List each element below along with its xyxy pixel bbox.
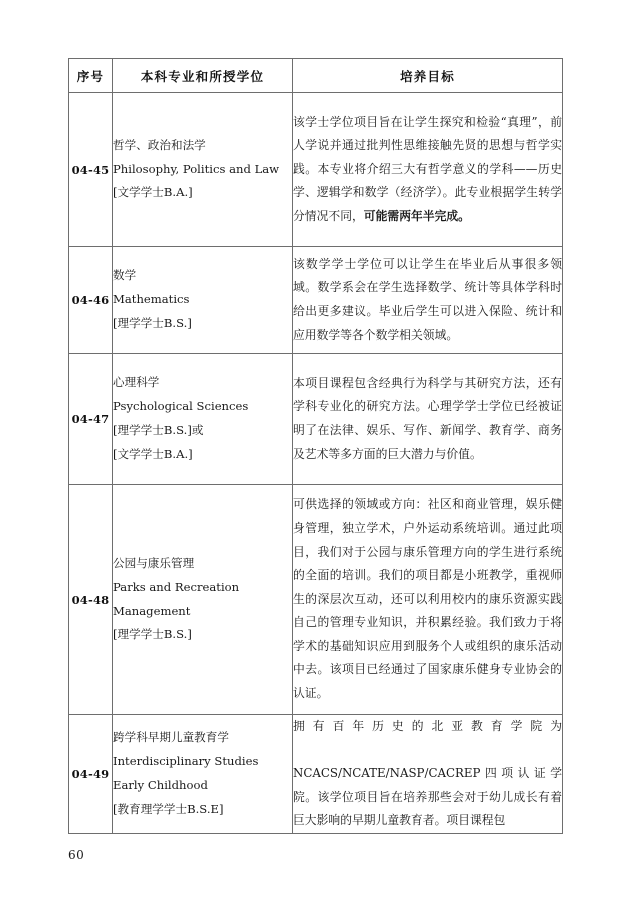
goal-text: 该学士学位项目旨在让学生探究和检验“真理”，前人学说并通过批判性思维接触先贤的思想与哲学实践。本专业将介绍三大有哲学意义的学科——历史学、逻辑学和数学（经济学）。此专业根据学生转学分情况不同， [293, 114, 562, 223]
table-row [69, 93, 563, 247]
program-name-en: Mathematics [113, 292, 190, 307]
column-header-program: 本科专业和所授学位 [113, 59, 293, 93]
program-name-en-cont: Management [113, 603, 191, 618]
goal-text: 可供选择的领域或方向：社区和商业管理，娱乐健身管理，独立学术，户外运动系统培训。通过此项目，我们对于公园与康乐管理方向的学生进行系统的全面的培训。我们的项目都是小班教学，重视师生的深层次互动，还可以利用校内的康乐资源实践自己的管理专业知识，并积累经验。我们致力于将学术的基础知识应用到服务个人或组织的康乐活动中去。该项目已经通过了国家康乐健身专业协会的认证。 [293, 497, 562, 701]
program-name-cn: 跨学科早期儿童教育学 [113, 730, 229, 745]
program-name-cn: 数学 [113, 268, 137, 283]
program-goal-cell [293, 485, 563, 715]
table-row [69, 354, 563, 485]
program-name-cn: 公园与康乐管理 [113, 555, 195, 570]
programs-table [68, 58, 563, 834]
goal-text: NCACS/NCATE/NASP/CACREP四项认证学院。该学位项目旨在培养那些会对于幼儿成长有着巨大影响的早期儿童教育者。项目课程包 [293, 766, 562, 828]
goal-text-emphasis: 可能需两年半完成。 [363, 208, 470, 223]
program-goal-cell [293, 93, 563, 247]
page-number: 60 [68, 848, 85, 862]
table-row [69, 247, 563, 354]
program-name-cell [113, 715, 293, 834]
program-name-en: Parks and Recreation [113, 579, 240, 594]
column-header-goal: 培养目标 [293, 59, 563, 93]
program-code: 04-49 [69, 715, 113, 834]
program-degree-alternate: [文学学士B.A.] [113, 446, 193, 461]
goal-text-first-line: 拥有百年历史的北亚教育学院为 [293, 719, 562, 733]
goal-text: 该数学学士学位可以让学生在毕业后从事很多领域。数学系会在学生选择数学、统计等具体学科时给出更多建议。毕业后学生可以进入保险、统计和应用数学等各个数学相关领域。 [293, 256, 562, 342]
table-row [69, 485, 563, 715]
goal-text: 本项目课程包含经典行为科学与其研究方法，还有学科专业化的研究方法。心理学学士学位已经被证明了在法律、娱乐、写作、新闻学、教育学、商务及艺术等多方面的巨大潜力与价值。 [293, 375, 562, 461]
table-row [69, 715, 563, 834]
program-degree: [理学学士B.S.] [113, 315, 192, 330]
program-name-cell [113, 485, 293, 715]
program-degree: [教育理学学士B.S.E] [113, 801, 224, 816]
table-header-row [69, 59, 563, 93]
program-code: 04-47 [69, 354, 113, 485]
program-degree: [理学学士B.S.] [113, 627, 192, 642]
program-name-en: Interdisciplinary Studies Early Childhood [113, 754, 259, 792]
column-header-code: 序号 [69, 59, 113, 93]
program-name-en: Psychological Sciences [113, 399, 249, 414]
program-code: 04-48 [69, 485, 113, 715]
program-goal-cell [293, 354, 563, 485]
program-code: 04-46 [69, 247, 113, 354]
program-name-cn: 哲学、政治和法学 [113, 137, 206, 152]
program-goal-cell [293, 715, 563, 834]
program-name-cell [113, 93, 293, 247]
program-code: 04-45 [69, 93, 113, 247]
program-name-cn: 心理科学 [113, 375, 160, 390]
program-name-cell [113, 247, 293, 354]
program-goal-cell [293, 247, 563, 354]
program-name-cell [113, 354, 293, 485]
program-degree: [文学学士B.A.] [113, 185, 193, 200]
program-degree-primary: [理学学士B.S.]或 [113, 423, 204, 437]
program-name-en: Philosophy, Politics and Law [113, 161, 280, 176]
